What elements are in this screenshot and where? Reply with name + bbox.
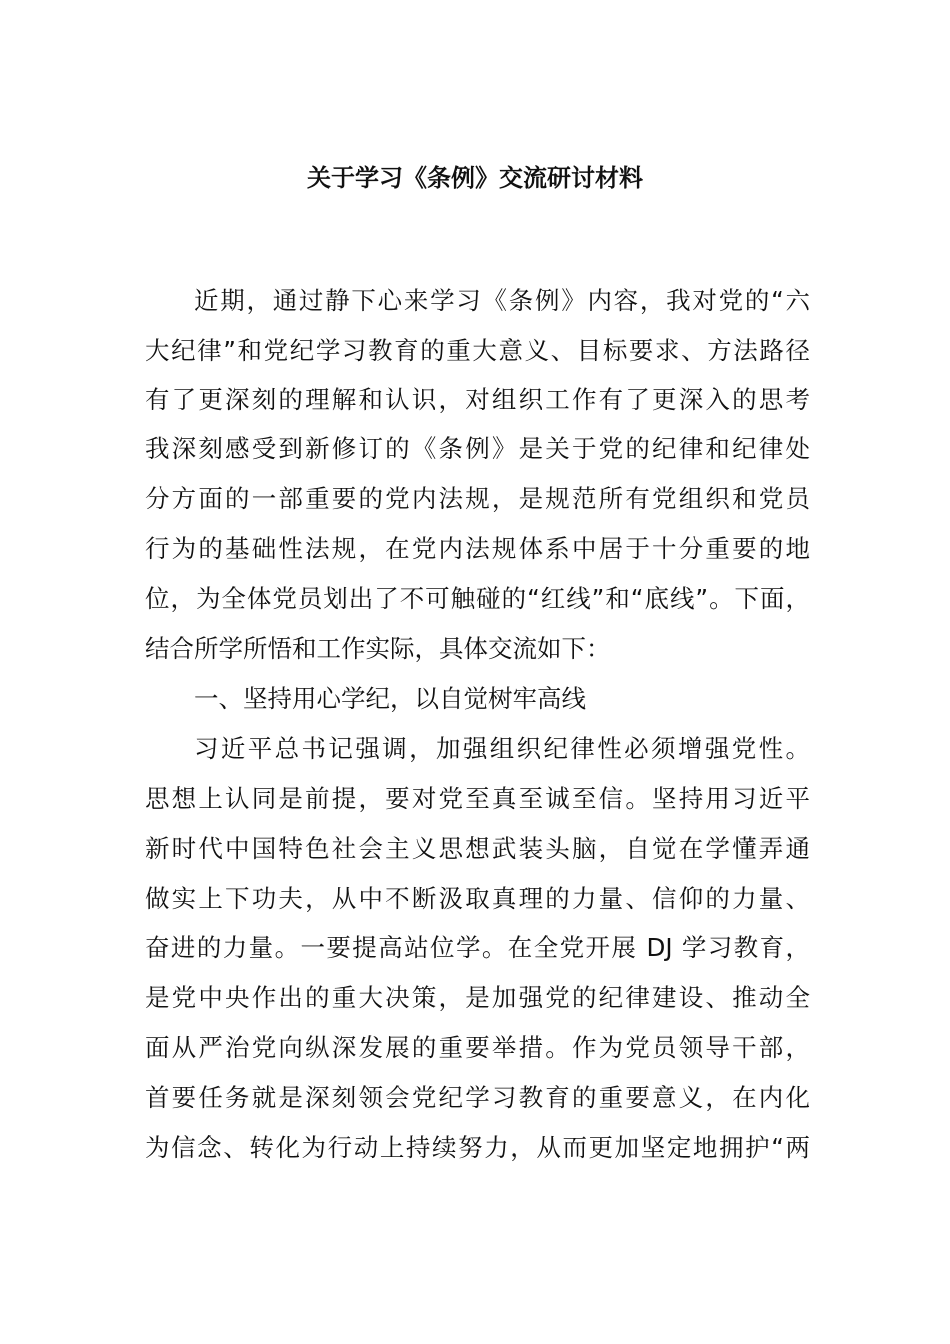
paragraph-1-line-4: 我深刻感受到新修订的《条例》是关于党的纪律和纪律处 <box>145 434 810 463</box>
document-title: 关于学习《条例》交流研讨材料 <box>307 164 643 192</box>
paragraph-2-line-5: 奋进的力量。一要提高站位学。在全党开展 DJ 学习教育， <box>145 933 810 962</box>
paragraph-2-line-9: 为信念、转化为行动上持续努力，从而更加坚定地拥护“两 <box>145 1133 810 1162</box>
paragraph-1-line-5: 分方面的一部重要的党内法规，是规范所有党组织和党员 <box>145 484 810 513</box>
paragraph-2-line-7: 面从严治党向纵深发展的重要举措。作为党员领导干部， <box>145 1033 810 1062</box>
paragraph-1-line-3: 有了更深刻的理解和认识，对组织工作有了更深入的思考 <box>145 385 810 414</box>
paragraph-1-line-7: 位，为全体党员划出了不可触碰的“红线”和“底线”。下面， <box>145 584 810 613</box>
paragraph-1-line-6: 行为的基础性法规，在党内法规体系中居于十分重要的地 <box>145 534 810 563</box>
paragraph-2-line-2: 思想上认同是前提，要对党至真至诚至信。坚持用习近平 <box>145 784 810 813</box>
paragraph-1-line-8: 结合所学所悟和工作实际，具体交流如下： <box>145 634 611 663</box>
section-heading-1: 一、坚持用心学纪，以自觉树牢高线 <box>194 684 586 713</box>
paragraph-1-line-2: 大纪律”和党纪学习教育的重大意义、目标要求、方法路径 <box>145 336 810 365</box>
paragraph-2-line-3: 新时代中国特色社会主义思想武装头脑，自觉在学懂弄通 <box>145 834 810 863</box>
paragraph-2-line-4: 做实上下功夫，从中不断汲取真理的力量、信仰的力量、 <box>145 884 810 913</box>
paragraph-2-line-1: 习近平总书记强调，加强组织纪律性必须增强党性。 <box>194 734 810 763</box>
paragraph-2-line-6: 是党中央作出的重大决策，是加强党的纪律建设、推动全 <box>145 983 810 1012</box>
paragraph-2-line-8: 首要任务就是深刻领会党纪学习教育的重要意义，在内化 <box>145 1083 810 1112</box>
paragraph-1-line-1: 近期，通过静下心来学习《条例》内容，我对党的“六 <box>194 286 810 315</box>
